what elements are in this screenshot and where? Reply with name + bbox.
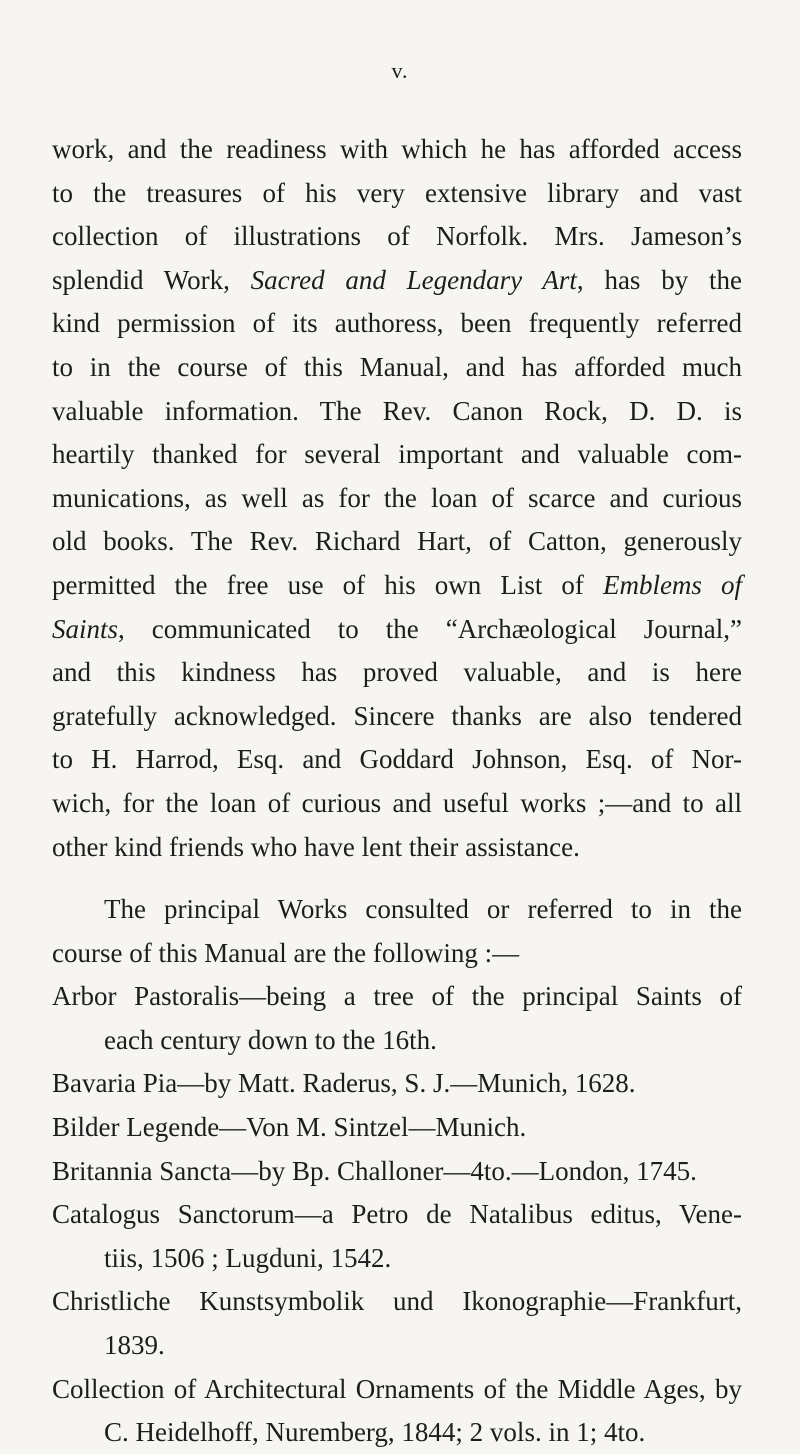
text-segment: splendid Work, xyxy=(52,264,251,295)
text-line: old books. The Rev. Richard Hart, of Catton, generously xyxy=(52,526,742,557)
text-line: heartily thanked for several important and valuable com- xyxy=(52,439,742,470)
work-entry-line: Bavaria Pia—by Matt. Raderus, S. J.—Munich, 1628. xyxy=(52,1068,636,1099)
work-entry xyxy=(52,1150,742,1194)
works-intro-paragraph xyxy=(52,888,742,975)
work-entry xyxy=(52,975,742,1062)
work-entry xyxy=(52,1368,742,1455)
text-line: to in the course of this Manual, and has afforded much xyxy=(52,351,742,382)
work-entry-line: Christliche Kunstsymbolik und Ikonographie—Frankfurt, xyxy=(52,1286,742,1317)
text-line: valuable information. The Rev. Canon Rock, D. D. is xyxy=(52,395,742,426)
text-line: to the treasures of his very extensive library and vast xyxy=(52,177,742,208)
works-list xyxy=(52,975,742,1455)
italic-title: Sacred and Legendary Art xyxy=(250,264,577,295)
text-line: to H. Harrod, Esq. and Goddard Johnson, Esq. of Nor- xyxy=(52,744,742,775)
italic-title: Emblems of xyxy=(602,569,742,600)
work-entry xyxy=(52,1280,742,1367)
text-line xyxy=(52,564,742,608)
work-entry-line: Bilder Legende—Von M. Sintzel—Munich. xyxy=(52,1112,527,1143)
work-entry-line: C. Heidelhoff, Nuremberg, 1844; 2 vols. in 1; 4to. xyxy=(104,1417,646,1448)
work-entry-line: Collection of Architectural Ornaments of the Middle Ages, by xyxy=(52,1373,742,1404)
work-entry xyxy=(52,1193,742,1280)
italic-title: Saints xyxy=(52,613,119,644)
text-line: munications, as well as for the loan of scarce and curious xyxy=(52,482,742,513)
text-line: collection of illustrations of Norfolk. Mrs. Jameson’s xyxy=(52,221,742,252)
acknowledgements-paragraph xyxy=(52,128,742,869)
work-entry-line: 1839. xyxy=(104,1330,165,1361)
text-line: other kind friends who have lent their assistance. xyxy=(52,831,580,862)
work-entry-line: Britannia Sancta—by Bp. Challoner—4to.—London, 1745. xyxy=(52,1155,697,1186)
text-segment: , communicated to the “Archæological Journal,” xyxy=(118,613,742,644)
work-entry xyxy=(52,1106,742,1150)
work-entry-line: Arbor Pastoralis—being a tree of the principal Saints of xyxy=(52,981,742,1012)
text-line: kind permission of its authoress, been frequently referred xyxy=(52,308,742,339)
text-line: wich, for the loan of curious and useful works ;—and to all xyxy=(52,787,742,818)
page-number: v. xyxy=(391,58,409,83)
work-entry-line: each century down to the 16th. xyxy=(104,1024,437,1055)
work-entry-line: Catalogus Sanctorum—a Petro de Natalibus editus, Vene- xyxy=(52,1199,742,1230)
work-entry xyxy=(52,1062,742,1106)
text-line: and this kindness has proved valuable, and is here xyxy=(52,657,742,688)
work-entry-line: tiis, 1506 ; Lugduni, 1542. xyxy=(104,1242,392,1273)
text-line xyxy=(52,608,742,652)
paragraph-gap xyxy=(52,869,742,888)
text-line: work, and the readiness with which he has afforded access xyxy=(52,134,742,164)
text-line xyxy=(52,259,742,303)
text-line: The principal Works consulted or referred to in the xyxy=(104,894,742,925)
text-line: course of this Manual are the following :— xyxy=(52,937,520,968)
text-line: gratefully acknowledged. Sincere thanks are also tendered xyxy=(52,700,742,731)
text-segment: permitted the free use of his own List of xyxy=(52,569,603,600)
body-text xyxy=(52,128,742,1455)
text-segment: , has by the xyxy=(576,264,742,295)
